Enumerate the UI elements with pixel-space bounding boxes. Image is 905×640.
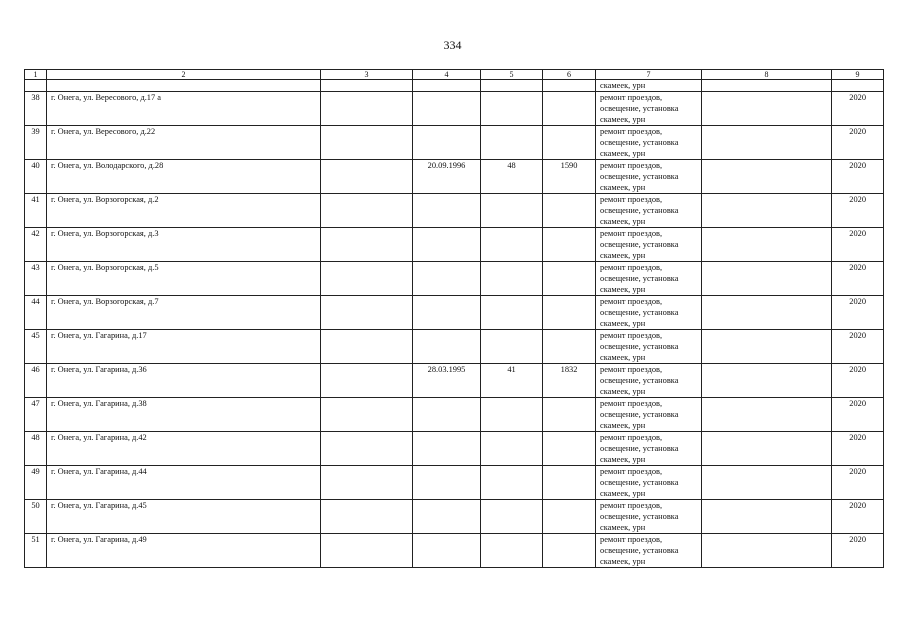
column-5-cell	[481, 330, 543, 364]
year-cell: 2020	[832, 330, 884, 364]
work-cell: ремонт проездов, освещение, установка скамеек, урн	[596, 330, 702, 364]
year-cell: 2020	[832, 364, 884, 398]
work-cell: ремонт проездов, освещение, установка скамеек, урн	[596, 228, 702, 262]
column-5-cell	[481, 194, 543, 228]
table-row	[25, 228, 884, 262]
work-cell: ремонт проездов, освещение, установка скамеек, урн	[596, 466, 702, 500]
row-number-cell: 40	[25, 160, 47, 194]
column-5-cell	[481, 432, 543, 466]
work-cell: ремонт проездов, освещение, установка скамеек, урн	[596, 194, 702, 228]
table-row	[25, 364, 884, 398]
row-number-cell: 45	[25, 330, 47, 364]
column-3-cell	[321, 500, 413, 534]
column-8-cell	[702, 398, 832, 432]
row-number-cell: 46	[25, 364, 47, 398]
table-row	[25, 160, 884, 194]
column-header: 6	[543, 70, 596, 80]
address-cell: г. Онега, ул. Ворзогорская, д.7	[47, 296, 321, 330]
continuation-row	[25, 80, 884, 92]
address-cell: г. Онега, ул. Ворзогорская, д.3	[47, 228, 321, 262]
table-row	[25, 92, 884, 126]
table-row	[25, 330, 884, 364]
address-cell: г. Онега, ул. Володарского, д.28	[47, 160, 321, 194]
table-row	[25, 398, 884, 432]
column-3-cell	[321, 466, 413, 500]
column-5-cell	[481, 262, 543, 296]
column-5-cell	[481, 500, 543, 534]
address-cell: г. Онега, ул. Гагарина, д.44	[47, 466, 321, 500]
column-5-cell	[481, 534, 543, 568]
address-cell: г. Онега, ул. Гагарина, д.36	[47, 364, 321, 398]
column-8-cell	[702, 364, 832, 398]
page-number: 334	[443, 38, 462, 52]
column-3-cell	[321, 126, 413, 160]
column-6-cell	[543, 126, 596, 160]
column-header: 7	[596, 70, 702, 80]
column-header: 5	[481, 70, 543, 80]
column-8-cell	[702, 330, 832, 364]
date-cell	[413, 228, 481, 262]
work-cell: ремонт проездов, освещение, установка скамеек, урн	[596, 262, 702, 296]
row-number-cell: 43	[25, 262, 47, 296]
year-cell: 2020	[832, 126, 884, 160]
column-5-cell	[481, 296, 543, 330]
date-cell	[413, 466, 481, 500]
year-cell: 2020	[832, 228, 884, 262]
date-cell	[413, 500, 481, 534]
column-header: 9	[832, 70, 884, 80]
column-8-cell	[702, 296, 832, 330]
column-8-cell	[702, 228, 832, 262]
column-header: 3	[321, 70, 413, 80]
address-cell: г. Онега, ул. Гагарина, д.42	[47, 432, 321, 466]
work-cell: ремонт проездов, освещение, установка скамеек, урн	[596, 160, 702, 194]
column-5-cell: 41	[481, 364, 543, 398]
work-cell: ремонт проездов, освещение, установка скамеек, урн	[596, 126, 702, 160]
column-3-cell	[321, 228, 413, 262]
column-header: 8	[702, 70, 832, 80]
column-5-cell: 48	[481, 160, 543, 194]
work-cell: ремонт проездов, освещение, установка скамеек, урн	[596, 398, 702, 432]
row-number-cell: 39	[25, 126, 47, 160]
date-cell	[413, 330, 481, 364]
date-cell	[413, 296, 481, 330]
table-row	[25, 296, 884, 330]
table-row	[25, 500, 884, 534]
column-3-cell	[321, 296, 413, 330]
column-6-cell	[543, 92, 596, 126]
date-cell	[413, 126, 481, 160]
table-row	[25, 466, 884, 500]
year-cell: 2020	[832, 432, 884, 466]
column-6-cell	[543, 466, 596, 500]
column-5-cell	[481, 228, 543, 262]
column-6-cell: 1832	[543, 364, 596, 398]
work-cell: ремонт проездов, освещение, установка скамеек, урн	[596, 500, 702, 534]
column-6-cell	[543, 194, 596, 228]
row-number-cell: 49	[25, 466, 47, 500]
address-cell: г. Онега, ул. Гагарина, д.38	[47, 398, 321, 432]
work-cell: ремонт проездов, освещение, установка скамеек, урн	[596, 534, 702, 568]
year-cell: 2020	[832, 160, 884, 194]
column-5-cell	[481, 126, 543, 160]
column-6-cell: 1590	[543, 160, 596, 194]
column-header: 4	[413, 70, 481, 80]
work-cell: скамеек, урн	[596, 80, 702, 92]
year-cell: 2020	[832, 534, 884, 568]
column-8-cell	[702, 194, 832, 228]
row-number-cell: 44	[25, 296, 47, 330]
column-3-cell	[321, 92, 413, 126]
date-cell	[413, 398, 481, 432]
column-6-cell	[543, 534, 596, 568]
column-8-cell	[702, 432, 832, 466]
column-6-cell	[543, 398, 596, 432]
row-number-cell: 50	[25, 500, 47, 534]
year-cell: 2020	[832, 262, 884, 296]
registry-table	[24, 69, 884, 568]
row-number-cell: 48	[25, 432, 47, 466]
column-8-cell	[702, 160, 832, 194]
date-cell: 20.09.1996	[413, 160, 481, 194]
date-cell	[413, 194, 481, 228]
column-8-cell	[702, 500, 832, 534]
address-cell: г. Онега, ул. Ворзогорская, д.2	[47, 194, 321, 228]
table-row	[25, 126, 884, 160]
date-cell	[413, 534, 481, 568]
column-8-cell	[702, 92, 832, 126]
column-6-cell	[543, 228, 596, 262]
column-8-cell	[702, 126, 832, 160]
work-cell: ремонт проездов, освещение, установка скамеек, урн	[596, 432, 702, 466]
column-5-cell	[481, 398, 543, 432]
column-8-cell	[702, 262, 832, 296]
column-8-cell	[702, 534, 832, 568]
year-cell: 2020	[832, 398, 884, 432]
table-row	[25, 432, 884, 466]
column-6-cell	[543, 500, 596, 534]
column-header: 2	[47, 70, 321, 80]
work-cell: ремонт проездов, освещение, установка скамеек, урн	[596, 364, 702, 398]
date-cell	[413, 432, 481, 466]
column-6-cell	[543, 330, 596, 364]
address-cell: г. Онега, ул. Гагарина, д.49	[47, 534, 321, 568]
address-cell: г. Онега, ул. Вересового, д.17 а	[47, 92, 321, 126]
year-cell: 2020	[832, 92, 884, 126]
column-5-cell	[481, 92, 543, 126]
year-cell: 2020	[832, 296, 884, 330]
year-cell: 2020	[832, 500, 884, 534]
year-cell: 2020	[832, 466, 884, 500]
address-cell: г. Онега, ул. Гагарина, д.45	[47, 500, 321, 534]
column-3-cell	[321, 432, 413, 466]
address-cell: г. Онега, ул. Гагарина, д.17	[47, 330, 321, 364]
column-5-cell	[481, 466, 543, 500]
column-header: 1	[25, 70, 47, 80]
column-6-cell	[543, 262, 596, 296]
date-cell	[413, 92, 481, 126]
row-number-cell: 38	[25, 92, 47, 126]
column-3-cell	[321, 262, 413, 296]
column-3-cell	[321, 398, 413, 432]
row-number-cell: 41	[25, 194, 47, 228]
column-3-cell	[321, 194, 413, 228]
year-cell: 2020	[832, 194, 884, 228]
column-3-cell	[321, 160, 413, 194]
column-3-cell	[321, 330, 413, 364]
column-number-row	[25, 70, 884, 80]
address-cell: г. Онега, ул. Ворзогорская, д.5	[47, 262, 321, 296]
row-number-cell: 47	[25, 398, 47, 432]
table-row	[25, 194, 884, 228]
date-cell	[413, 262, 481, 296]
date-cell: 28.03.1995	[413, 364, 481, 398]
column-3-cell	[321, 364, 413, 398]
column-8-cell	[702, 466, 832, 500]
column-6-cell	[543, 432, 596, 466]
address-cell: г. Онега, ул. Вересового, д.22	[47, 126, 321, 160]
column-6-cell	[543, 296, 596, 330]
row-number-cell: 42	[25, 228, 47, 262]
work-cell: ремонт проездов, освещение, установка скамеек, урн	[596, 92, 702, 126]
work-cell: ремонт проездов, освещение, установка скамеек, урн	[596, 296, 702, 330]
column-3-cell	[321, 534, 413, 568]
table-row	[25, 262, 884, 296]
table-row	[25, 534, 884, 568]
row-number-cell: 51	[25, 534, 47, 568]
